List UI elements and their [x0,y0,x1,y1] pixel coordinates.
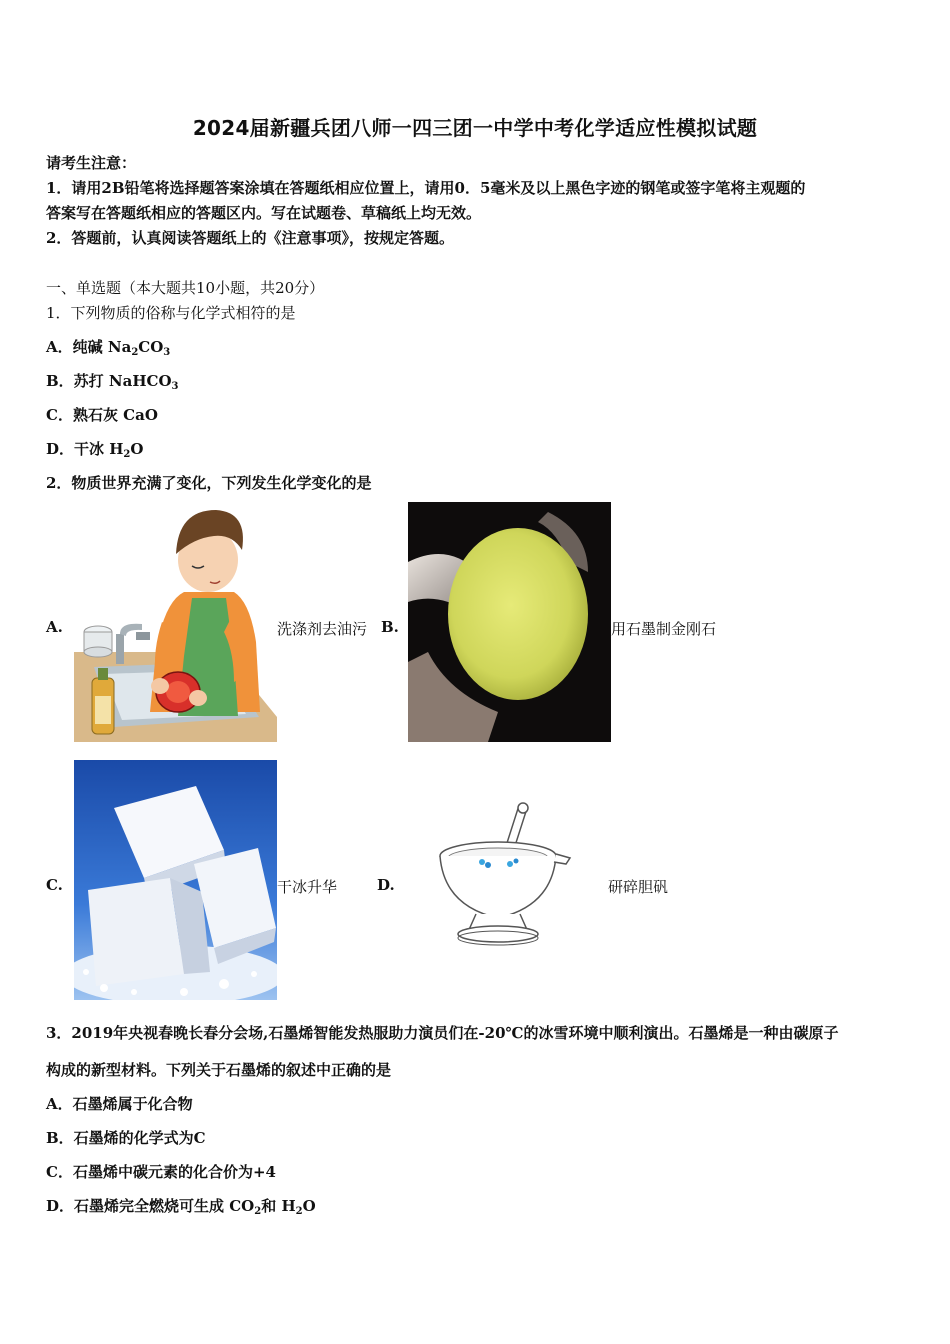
question-2-stem: 2．物质世界充满了变化，下列发生化学变化的是 [46,474,372,492]
question-3-option-b: B．石墨烯的化学式为C [46,1129,206,1147]
page-title: 2024届新疆兵团八师一四三团一中学中考化学适应性模拟试题 [192,116,758,140]
question-2-option-c-label: C. [46,876,63,894]
section-heading: 一、单选题（本大题共10小题，共20分） [46,279,325,297]
dry-ice-photo [74,760,277,1000]
question-2-option-b-label: B. [381,618,399,636]
boy-washing-dishes-image [74,502,277,742]
question-3-option-d: D．石墨烯完全燃烧可生成 $CO_2$和 $H_2O$ [46,1197,316,1217]
question-2-option-b-caption: 用石墨制金刚石 [611,620,717,638]
question-2-option-d-label: D. [377,876,395,894]
question-1-option-c: C．熟石灰 CaO [46,406,158,424]
notice-item-1-line-2: 答案写在答题纸相应的答题区内。写在试题卷、草稿纸上均无效。 [46,204,482,222]
graphene-disc-photo [408,502,611,742]
notice-item-1-line-1: 1．请用2B铅笔将选择题答案涂填在答题纸相应位置上，请用0．5毫米及以上黑色字迹的钢笔或签字笔将主观题的 [46,179,806,197]
question-2-option-a-caption: 洗涤剂去油污 [277,620,368,638]
question-3-option-a: A．石墨烯属于化合物 [46,1095,193,1113]
question-1-option-d: D．干冰 $H_2O$ [46,440,144,460]
notice-heading: 请考生注意： [46,154,137,172]
question-2-option-d-caption: 研碎胆矾 [608,878,669,896]
question-3-stem-line-2: 构成的新型材料。下列关于石墨烯的叙述中正确的是 [46,1061,392,1079]
notice-item-2: 2．答题前，认真阅读答题纸上的《注意事项》，按规定答题。 [46,229,454,247]
question-2-option-c-caption: 干冰升华 [277,878,338,896]
question-3-option-c: C．石墨烯中碳元素的化合价为+4 [46,1163,276,1181]
question-3-stem-line-1: 3．2019年央视春晚长春分会场,石墨烯智能发热服助力演员们在-20℃的冰雪环境中顺利演出。石墨烯是一种由碳原子 [46,1024,839,1042]
question-1-stem: 1．下列物质的俗称与化学式相符的是 [46,304,296,322]
question-1-option-b: B．苏打 NaHCO$_3$ [46,372,179,392]
question-1-option-a: A．纯碱 $Na_2CO_3$ [46,338,171,358]
mortar-and-pestle-image [432,800,572,950]
question-2-option-a-label: A. [46,618,63,636]
